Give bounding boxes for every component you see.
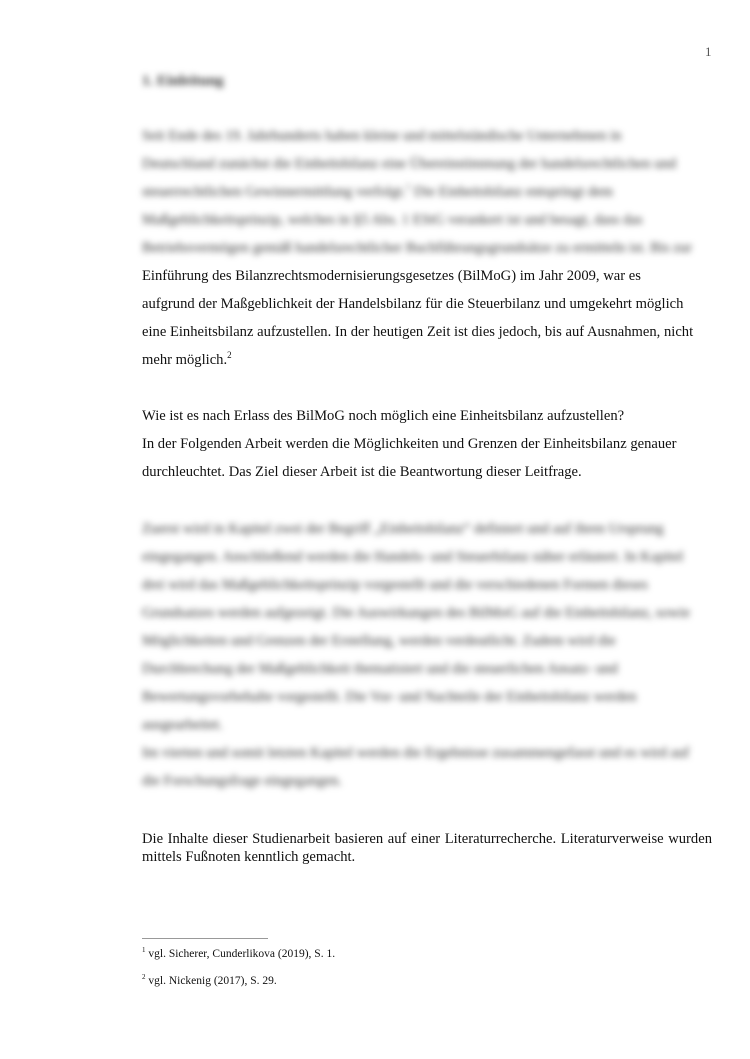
- intro-clear-line-4: [142, 352, 232, 369]
- footnote-1-mark: 1: [142, 946, 146, 955]
- footnote-1-text: vgl. Sicherer, Cunderlikova (2019), S. 1.: [148, 948, 336, 960]
- intro-clear-line-1: Einführung des Bilanzrechtsmodernisierungsgesetzes (BilMoG) im Jahr 2009, war es: [142, 268, 641, 284]
- outline-line-2: eingegangen. Anschließend werden die Handels- und Steuerbilanz näher erläutert. In Kapitel: [142, 549, 684, 565]
- outline-line-10: die Forschungsfrage eingegangen.: [142, 773, 342, 789]
- outline-line-7: Bewertungsvorbehalte vorgestellt. Die Vor- und Nachteile der Einheitsbilanz werden: [142, 689, 637, 705]
- intro-line-2: Deutschland zunächst die Einheitsbilanz eine Übereinstimmung der handelsrechtlichen und: [142, 156, 677, 172]
- outline-line-9: Im vierten und somit letzten Kapitel werden die Ergebnisse zusammengefasst und es wird auf: [142, 745, 690, 761]
- footnote-2: [142, 975, 277, 987]
- intro-line-3-tail: Die Einheitsbilanz entspringt dem: [413, 184, 613, 200]
- footnote-separator: [142, 938, 268, 939]
- question-line-2: In der Folgenden Arbeit werden die Möglichkeiten und Grenzen der Einheitsbilanz genauer: [142, 436, 677, 452]
- intro-line-1: Seit Ende des 19. Jahrhunderts haben kleine und mittelständische Unternehmen in: [142, 128, 622, 144]
- intro-line-5: Betriebsvermögen gemäß handelsrechtlicher Buchführungsgrundsätze zu ermitteln ist. Bis zur: [142, 240, 692, 256]
- outline-line-1: Zuerst wird in Kapitel zwei der Begriff „Einheitsbilanz“ definiert und auf ihren Ursprung: [142, 521, 664, 537]
- outline-line-3: drei wird das Maßgeblichkeitsprinzip vorgestellt und die verschiedenen Formen dieses: [142, 577, 648, 593]
- section-heading: 1. Einleitung: [142, 73, 224, 89]
- footnote-2-text: vgl. Nickenig (2017), S. 29.: [148, 975, 277, 987]
- intro-line-4: Maßgeblichkeitsprinzip, welches in §5 Abs. 1 EStG verankert ist und besagt, dass das: [142, 212, 643, 228]
- intro-clear-line-3: eine Einheitsbilanz aufzustellen. In der heutigen Zeit ist dies jedoch, bis auf Ausnahmen, nicht: [142, 324, 694, 340]
- footnote-ref-1: 1: [405, 182, 411, 193]
- question-line-3: durchleuchtet. Das Ziel dieser Arbeit ist die Beantwortung dieser Leitfrage.: [142, 464, 582, 480]
- intro-line-3-text: steuerrechtlichen Gewinnermittlung verfolgt.: [142, 184, 406, 200]
- intro-clear-line-4-text: mehr möglich.: [142, 352, 228, 368]
- footnote-2-mark: 2: [142, 973, 146, 982]
- outline-line-6: Durchbrechung der Maßgeblichkeit thematisiert und die steuerlichen Ansatz- und: [142, 661, 618, 677]
- footnote-1: [142, 948, 335, 960]
- question-line-1: Wie ist es nach Erlass des BilMoG noch möglich eine Einheitsbilanz aufzustellen?: [142, 408, 625, 424]
- intro-clear-line-2: aufgrund der Maßgeblichkeit der Handelsbilanz für die Steuerbilanz und umgekehrt möglich: [142, 296, 684, 312]
- outline-line-4: Grundsatzes werden aufgezeigt. Die Auswirkungen des BilMoG auf die Einheitsbilanz, sowie: [142, 605, 690, 621]
- outline-line-8: ausgearbeitet.: [142, 717, 223, 733]
- intro-line-3: [142, 184, 613, 201]
- outline-line-5: Möglichkeiten und Grenzen der Erstellung, werden verdeutlicht. Zudem wird die: [142, 633, 616, 649]
- page-number: 1: [705, 44, 712, 59]
- footnote-ref-2: 2: [227, 350, 232, 361]
- closing-paragraph: Die Inhalte dieser Studienarbeit basieren auf einer Literaturrecherche. Literaturverweise wurden mittels Fußnoten kenntlich gemacht.: [142, 831, 712, 865]
